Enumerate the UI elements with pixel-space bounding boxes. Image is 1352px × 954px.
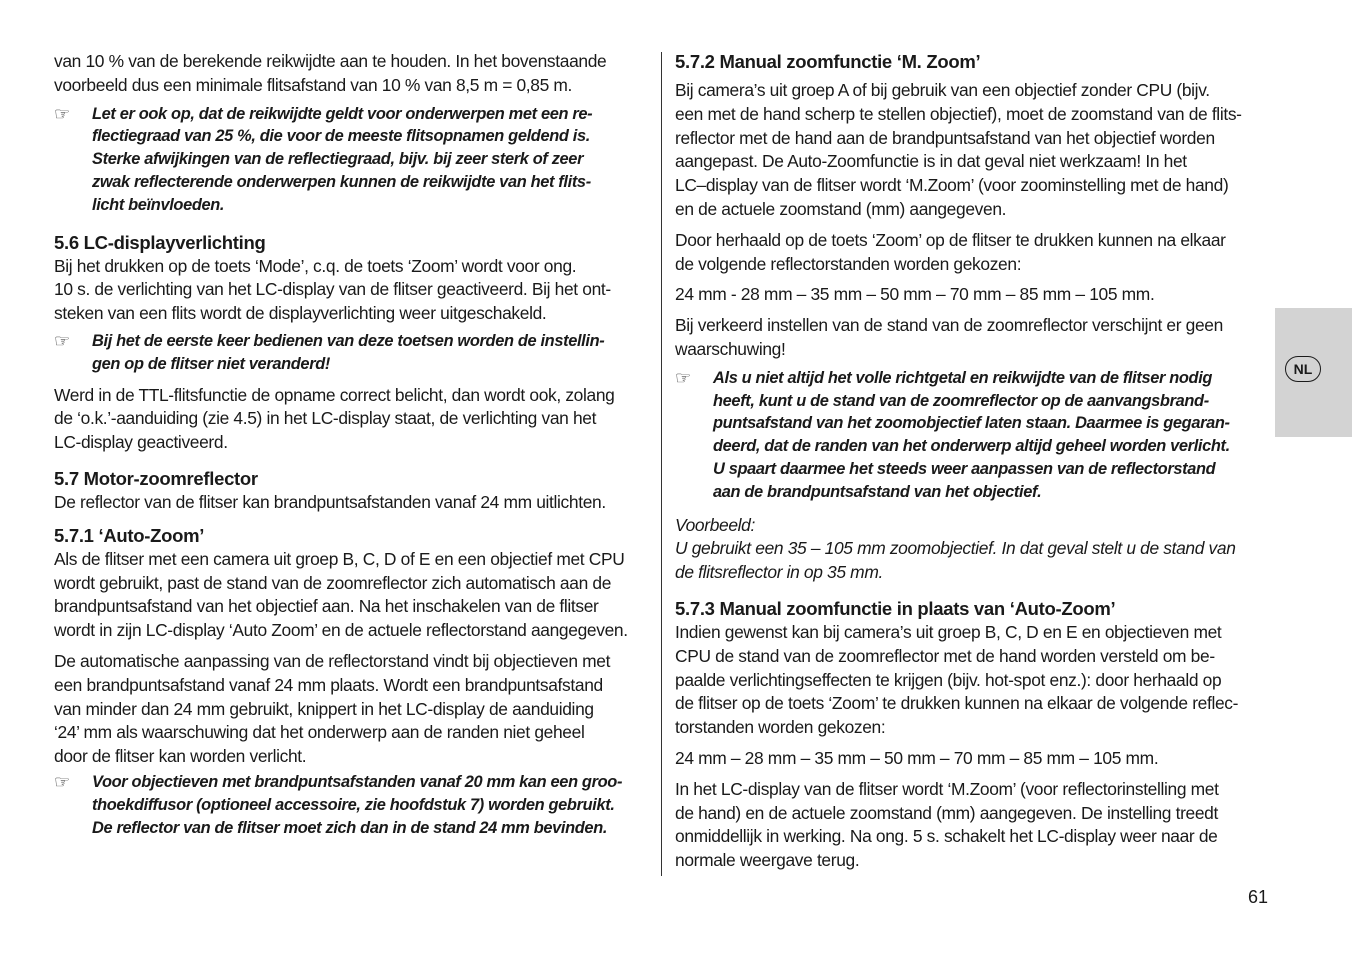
text-line: een met de hand scherp te stellen objectief), moet de zoomstand van de flits- [675, 103, 1242, 124]
pointing-hand-icon: ☞ [54, 330, 71, 351]
right-column [675, 50, 1272, 873]
text-line: De automatische aanpassing van de reflectorstand vindt bij objectieven met [54, 650, 611, 671]
text-line: wordt in zijn LC-display ‘Auto Zoom’ en de actuele reflectorstand aangegeven. [54, 620, 628, 641]
section-5-6-paragraph-1 [54, 255, 650, 326]
text-line: paalde verlichtingseffecten te krijgen (bijv. hot-spot enz.): door herhaald op [675, 669, 1222, 690]
text-line: Bij het de eerste keer bedienen van deze toetsen worden de instellin- [92, 331, 605, 350]
text-line: U gebruikt een 35 – 105 mm zoomobjectief. In dat geval stelt u de stand van [675, 538, 1236, 559]
text-line: brandpuntsafstand van het objectief aan. Na het inschakelen van de flitser [54, 596, 599, 617]
section-5-7-2-paragraph-4 [675, 314, 1272, 362]
text-line: wordt gebruikt, past de stand van de zoomreflector zich automatisch aan de [54, 572, 612, 593]
section-5-6-paragraph-2 [54, 384, 650, 455]
text-line: Werd in de TTL-flitsfunctie de opname correct belicht, dan wordt ook, zolang [54, 384, 615, 405]
text-line: Bij camera’s uit groep A of bij gebruik van een objectief zonder CPU (bijv. [675, 80, 1210, 100]
note-reach [54, 103, 650, 217]
text-line: gen op de flitser niet veranderd! [92, 354, 330, 373]
text-line: Voorbeeld: [675, 514, 755, 535]
text-line: flectiegraad van 25 %, die voor de meeste flitsopnamen geldend is. [92, 127, 590, 146]
text-line: de hand) en de actuele zoomstand (mm) aangegeven. De instelling treedt [675, 802, 1218, 823]
pointing-hand-icon: ☞ [54, 103, 71, 124]
text-line: de flitser op de toets ‘Zoom’ te drukken kunnen na elkaar de volgende reflec- [675, 693, 1239, 714]
text-line: LC-display geactiveerd. [54, 432, 228, 453]
section-5-6-heading: 5.6 LC-displayverlichting [54, 231, 266, 253]
text-line: van 10 % van de berekende reikwijdte aan te houden. In het bovenstaande [54, 51, 607, 71]
text-line: Bij het drukken op de toets ‘Mode’, c.q. de toets ‘Zoom’ wordt voor ong. [54, 255, 577, 276]
text-line: normale weergave terug. [675, 850, 860, 871]
text-line: CPU de stand van de zoomreflector met de hand worden versteld om be- [675, 645, 1215, 666]
text-line: en de actuele zoomstand (mm) aangegeven. [675, 198, 1007, 219]
note-reach-text [92, 103, 592, 217]
section-5-7-2-zoom-steps [675, 283, 1272, 307]
column-divider [661, 52, 662, 876]
text-line: de flitsreflector in op 35 mm. [675, 562, 883, 583]
text-line: aan de brandpuntsafstand van het objectief. [713, 482, 1042, 501]
section-5-7-2-heading: 5.7.2 Manual zoomfunctie ‘M. Zoom’ [675, 51, 981, 72]
pointing-hand-icon: ☞ [54, 771, 71, 792]
text-line: 24 mm - 28 mm – 35 mm – 50 mm – 70 mm – 85 mm – 105 mm. [675, 284, 1155, 305]
text-line: deerd, dat de randen van het onderwerp altijd geheel worden verlicht. [713, 437, 1230, 456]
section-5-7-1-paragraph-1 [54, 548, 650, 643]
note-wide-angle [54, 771, 650, 839]
text-line: door de flitser kan worden verlicht. [54, 746, 307, 767]
text-line: steken van een flits wordt de displayverlichting weer uitgeschakeld. [54, 303, 547, 324]
text-line: 10 s. de verlichting van het LC-display van de flitser geactiveerd. Bij het ont- [54, 279, 611, 300]
note-guide-number [675, 367, 1272, 504]
text-line: de ‘o.k.’-aanduiding (zie 4.5) in het LC-display staat, de verlichting van het [54, 408, 597, 429]
example-paragraph [675, 514, 1272, 585]
language-tab-label: NL [1285, 356, 1321, 382]
text-line: onmiddellijk in werking. Na ong. 5 s. schakelt het LC-display weer naar de [675, 826, 1218, 847]
text-line: Voor objectieven met brandpuntsafstanden vanaf 20 mm kan een groo- [92, 772, 623, 791]
section-5-7-3-zoom-steps [675, 747, 1272, 771]
section-5-7-2-paragraph-2 [675, 229, 1272, 277]
note-wide-angle-text [92, 771, 622, 839]
text-line: ‘24’ mm als waarschuwing dat het onderwerp aan de randen niet geheel [54, 722, 585, 743]
left-column [54, 50, 650, 839]
note-settings [54, 330, 650, 376]
text-line: van minder dan 24 mm gebruikt, knippert in het LC-display de aanduiding [54, 698, 594, 719]
note-settings-text [92, 330, 604, 376]
section-5-7-paragraph [54, 491, 650, 515]
text-line: een brandpuntsafstand vanaf 24 mm plaats. Wordt een brandpuntsafstand [54, 674, 603, 695]
text-line: reflector met de hand aan de brandpuntsafstand van het objectief worden [675, 127, 1215, 148]
page-number: 61 [1248, 887, 1269, 907]
pointing-hand-icon: ☞ [675, 367, 692, 388]
text-line: U spaart daarmee het steeds weer aanpassen van de reflectorstand [713, 459, 1216, 478]
text-line: thoekdiffusor (optioneel accessoire, zie hoofdstuk 7) worden gebruikt. [92, 795, 615, 814]
section-5-7-1-heading: 5.7.1 ‘Auto-Zoom’ [54, 524, 205, 546]
text-line: zwak reflecterende onderwerpen kunnen de reikwijdte van het flits- [92, 172, 591, 191]
section-5-7-3-paragraph-3 [675, 778, 1272, 873]
text-line: Door herhaald op de toets ‘Zoom’ op de flitser te drukken kunnen na elkaar [675, 229, 1226, 250]
text-line: Als u niet altijd het volle richtgetal en reikwijdte van de flitser nodig [713, 368, 1213, 387]
section-5-7-1-paragraph-2 [54, 650, 650, 769]
text-line: Sterke afwijkingen van de reflectiegraad, bijv. bij zeer sterk of zeer [92, 150, 584, 169]
text-line: puntsafstand van het zoomobjectief laten staan. Daarmee is gegaran- [713, 414, 1230, 433]
text-line: In het LC-display van de flitser wordt ‘M.Zoom’ (voor reflectorinstelling met [675, 778, 1219, 799]
text-line: 24 mm – 28 mm – 35 mm – 50 mm – 70 mm – 85 mm – 105 mm. [675, 747, 1159, 768]
text-line: licht beïnvloeden. [92, 195, 225, 214]
text-line: de volgende reflectorstanden worden gekozen: [675, 253, 1022, 274]
text-line: Als de flitser met een camera uit groep B, C, D of E en een objectief met CPU [54, 548, 625, 569]
intro-paragraph [54, 50, 650, 98]
language-tab [1275, 308, 1352, 437]
section-5-7-heading: 5.7 Motor-zoomreflector [54, 467, 258, 489]
note-guide-number-text [713, 367, 1230, 504]
text-line: aangepast. De Auto-Zoomfunctie is in dat geval niet werkzaam! In het [675, 151, 1187, 172]
text-line: De reflector van de flitser kan brandpuntsafstanden vanaf 24 mm uitlichten. [54, 491, 606, 512]
text-line: heeft, kunt u de stand van de zoomreflector op de aanvangsbrand- [713, 391, 1209, 410]
text-line: Bij verkeerd instellen van de stand van de zoomreflector verschijnt er geen [675, 315, 1223, 336]
text-line: De reflector van de flitser moet zich dan in de stand 24 mm bevinden. [92, 818, 608, 837]
section-5-7-3-paragraph-1 [675, 621, 1272, 740]
section-5-7-2-paragraph-1 [675, 79, 1272, 222]
text-line: voorbeeld dus een minimale flitsafstand van 10 % van 8,5 m = 0,85 m. [54, 74, 573, 95]
text-line: torstanden worden gekozen: [675, 717, 886, 738]
text-line: Indien gewenst kan bij camera’s uit groep B, C, D en E en objectieven met [675, 621, 1222, 642]
text-line: waarschuwing! [675, 338, 786, 359]
section-5-7-3-heading: 5.7.3 Manual zoomfunctie in plaats van ‘Auto-Zoom’ [675, 597, 1116, 619]
text-line: LC–display van de flitser wordt ‘M.Zoom’ (voor zoominstelling met de hand) [675, 175, 1229, 196]
text-line: Let er ook op, dat de reikwijdte geldt voor onderwerpen met een re- [92, 104, 593, 123]
